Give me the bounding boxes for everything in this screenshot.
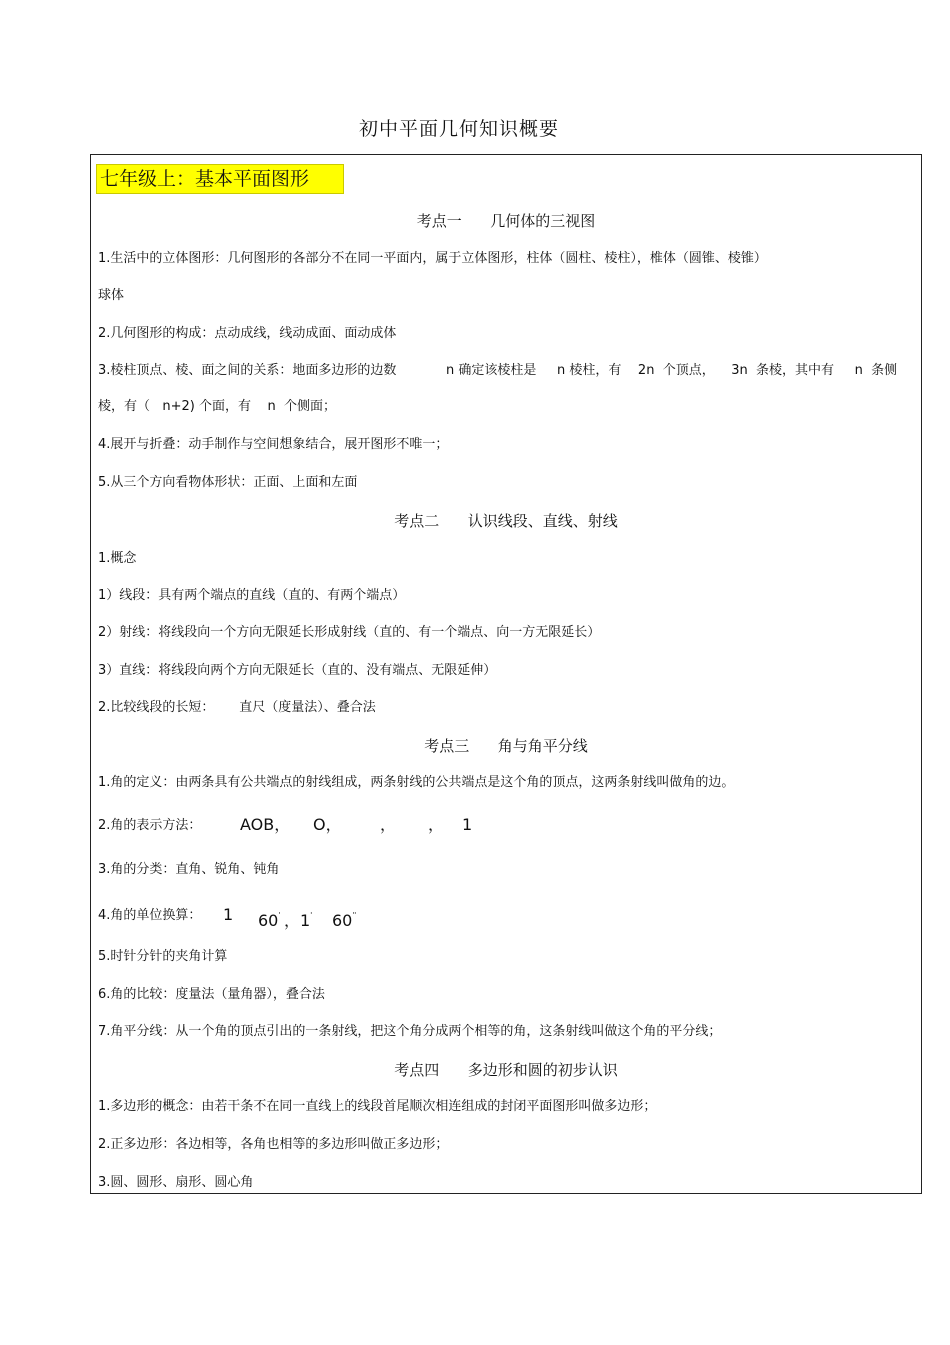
topic3-item: 2.角的表示方法： bbox=[98, 818, 202, 833]
angle-notation-value: O， bbox=[313, 815, 342, 834]
section-banner: 七年级上：基本平面图形 bbox=[96, 164, 344, 194]
topic2-item: 3）直线：将线段向两个方向无限延长（直的、没有端点、无限延伸） bbox=[98, 663, 497, 678]
topic-heading-2: 考点二 认识线段、直线、射线 bbox=[394, 512, 618, 530]
minute-mark: ' bbox=[310, 911, 313, 919]
topic1-item: 1.生活中的立体图形：几何图形的各部分不在同一平面内，属于立体图形，柱体（圆柱、棱柱），椎体（圆锥、棱锥） bbox=[98, 251, 767, 266]
topic3-item: 4.角的单位换算： bbox=[98, 908, 202, 923]
unit-value: 60'' bbox=[332, 911, 357, 930]
angle-notation-value: ， bbox=[380, 815, 397, 834]
topic4-item: 2.正多边形：各边相等，各角也相等的多边形叫做正多边形； bbox=[98, 1137, 449, 1152]
unit-value: 1 bbox=[223, 905, 234, 924]
angle-notation-value: AOB， bbox=[240, 815, 291, 834]
topic-heading-1: 考点一 几何体的三视图 bbox=[416, 212, 596, 230]
topic-heading-3: 考点三 角与角平分线 bbox=[424, 737, 588, 755]
topic1-item: 4.展开与折叠：动手制作与空间想象结合，展开图形不唯一； bbox=[98, 437, 449, 452]
angle-notation-value: 1 bbox=[462, 815, 473, 834]
topic3-item: 5.时针分针的夹角计算 bbox=[98, 949, 228, 964]
second-mark: '' bbox=[352, 911, 357, 919]
topic-heading-4: 考点四 多边形和圆的初步认识 bbox=[394, 1061, 618, 1079]
topic3-item: 1.角的定义：由两条具有公共端点的射线组成，两条射线的公共端点是这个角的顶点，这两条射线叫做角的边。 bbox=[98, 775, 735, 790]
topic2-item: 1.概念 bbox=[98, 551, 137, 566]
document-title: 初中平面几何知识概要 bbox=[358, 118, 559, 140]
topic3-item: 3.角的分类：直角、锐角、钝角 bbox=[98, 862, 280, 877]
topic3-item: 6.角的比较：度量法（量角器），叠合法 bbox=[98, 987, 325, 1002]
topic1-item: 5.从三个方向看物体形状：正面、上面和左面 bbox=[98, 475, 358, 490]
topic1-item: 2.几何图形的构成：点动成线，线动成面、面动成体 bbox=[98, 326, 397, 341]
unit-value: ，1' bbox=[284, 911, 313, 930]
topic2-item: 1）线段：具有两个端点的直线（直的、有两个端点） bbox=[98, 588, 406, 603]
topic4-item: 1.多边形的概念：由若干条不在同一直线上的线段首尾顺次相连组成的封闭平面图形叫做多边形； bbox=[98, 1099, 657, 1114]
topic1-item: 球体 bbox=[98, 288, 125, 303]
topic2-item: 2.比较线段的长短： 直尺（度量法）、叠合法 bbox=[98, 700, 376, 715]
topic4-item: 3.圆、圆形、扇形、圆心角 bbox=[98, 1175, 254, 1190]
unit-value: 60' bbox=[258, 911, 281, 930]
topic3-item: 7.角平分线：从一个角的顶点引出的一条射线，把这个角分成两个相等的角，这条射线叫做这个角的平分线； bbox=[98, 1024, 722, 1039]
angle-notation-value: ， bbox=[428, 815, 445, 834]
degree-mark: ' bbox=[278, 911, 281, 919]
topic1-item: 棱，有（ n+2) 个面，有 n 个侧面； bbox=[98, 399, 337, 414]
topic2-item: 2）射线：将线段向一个方向无限延长形成射线（直的、有一个端点、向一方无限延长） bbox=[98, 625, 601, 640]
topic1-item: 3.棱柱顶点、棱、面之间的关系：地面多边形的边数 n 确定该棱柱是 n 棱柱，有 2n 个顶点， 3n 条棱，其中有 n 条侧 bbox=[98, 363, 898, 378]
